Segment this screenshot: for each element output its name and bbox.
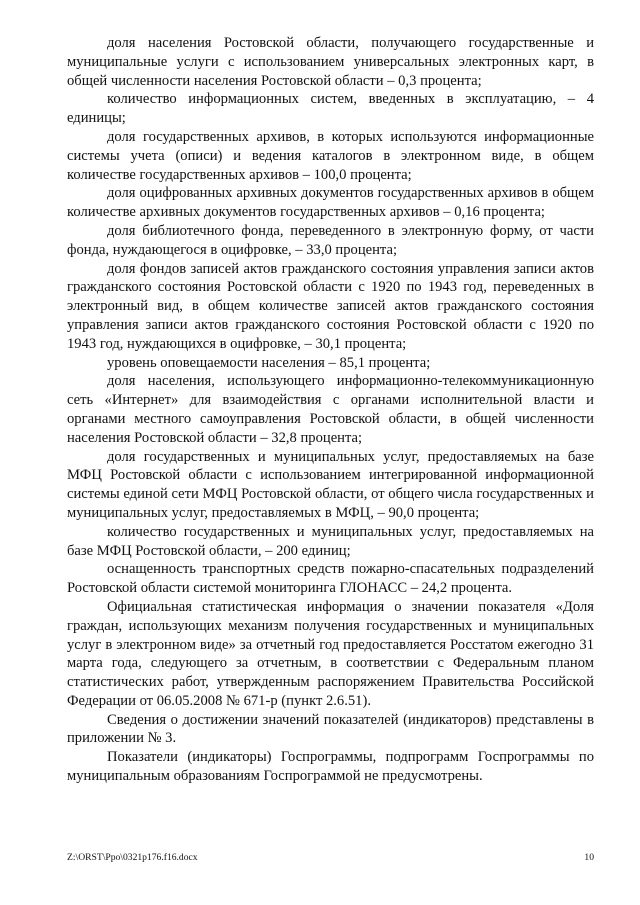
paragraph: доля государственных и муниципальных услуг, предоставляемых на базе МФЦ Ростовской области с использованием интегрированной информационной системы единой сети МФЦ Ростовской области, от общего числа государственных и муниципальных услуг, предоставляемых в МФЦ, – 90,0 процента; bbox=[67, 448, 594, 521]
paragraph: количество информационных систем, введенных в эксплуатацию, – 4 единицы; bbox=[67, 91, 594, 127]
paragraph: доля фондов записей актов гражданского состояния управления записи актов гражданского состояния Ростовской области с 1920 по 1943 год, переведенных в электронный вид, в общем количестве записей актов гражданского состояния управления записи актов гражданского состояния Ростовской области с 1920 по 1943 год, нуждающихся в оцифровке, – 30,1 процента; bbox=[67, 260, 594, 352]
paragraph: доля библиотечного фонда, переведенного в электронную форму, от части фонда, нуждающегося в оцифровке, – 33,0 процента; bbox=[67, 222, 594, 258]
paragraph: количество государственных и муниципальных услуг, предоставляемых на базе МФЦ Ростовской области, – 200 единиц; bbox=[67, 523, 594, 559]
paragraph: оснащенность транспортных средств пожарно-спасательных подразделений Ростовской области системой мониторинга ГЛОНАСС – 24,2 процента. bbox=[67, 561, 594, 597]
paragraph: доля населения, использующего информационно-телекоммуникационную сеть «Интернет» для взаимодействия с органами исполнительной власти и органами местного самоуправления Ростовской области, в общей численности населения Ростовской области – 32,8 процента; bbox=[67, 373, 594, 446]
paragraph: Официальная статистическая информация о значении показателя «Доля граждан, использующих механизм получения государственных и муниципальных услуг в электронном виде» за отчетный год предоставляется Росстатом ежегодно 31 марта года, следующего за отчетным, в соответствии с Федеральным планом статистических работ, утвержденным распоряжением Правительства Российской Федерации от 06.05.2008 № 671-р (пункт 2.6.51). bbox=[67, 598, 594, 709]
document-body bbox=[67, 34, 594, 786]
paragraph: уровень оповещаемости населения – 85,1 процента; bbox=[107, 354, 431, 371]
paragraph: доля государственных архивов, в которых используются информационные системы учета (описи) и ведения каталогов в электронном виде, в общем количестве государственных архивов – 100,0 процента; bbox=[67, 128, 594, 183]
footer-file-path: Z:\ORST\Ppo\0321p176.f16.docx bbox=[67, 852, 198, 863]
paragraph: доля оцифрованных архивных документов государственных архивов в общем количестве архивных документов государственных архивов – 0,16 процента; bbox=[67, 185, 594, 221]
page-number: 10 bbox=[584, 852, 594, 863]
paragraph: Показатели (индикаторы) Госпрограммы, подпрограмм Госпрограммы по муниципальным образованиям Госпрограммой не предусмотрены. bbox=[67, 749, 594, 785]
paragraph: Сведения о достижении значений показателей (индикаторов) представлены в приложении № 3. bbox=[67, 711, 594, 747]
paragraph: доля населения Ростовской области, получающего государственные и муниципальные услуги с использованием универсальных электронных карт, в общей численности населения Ростовской области – 0,3 процента; bbox=[67, 35, 594, 89]
